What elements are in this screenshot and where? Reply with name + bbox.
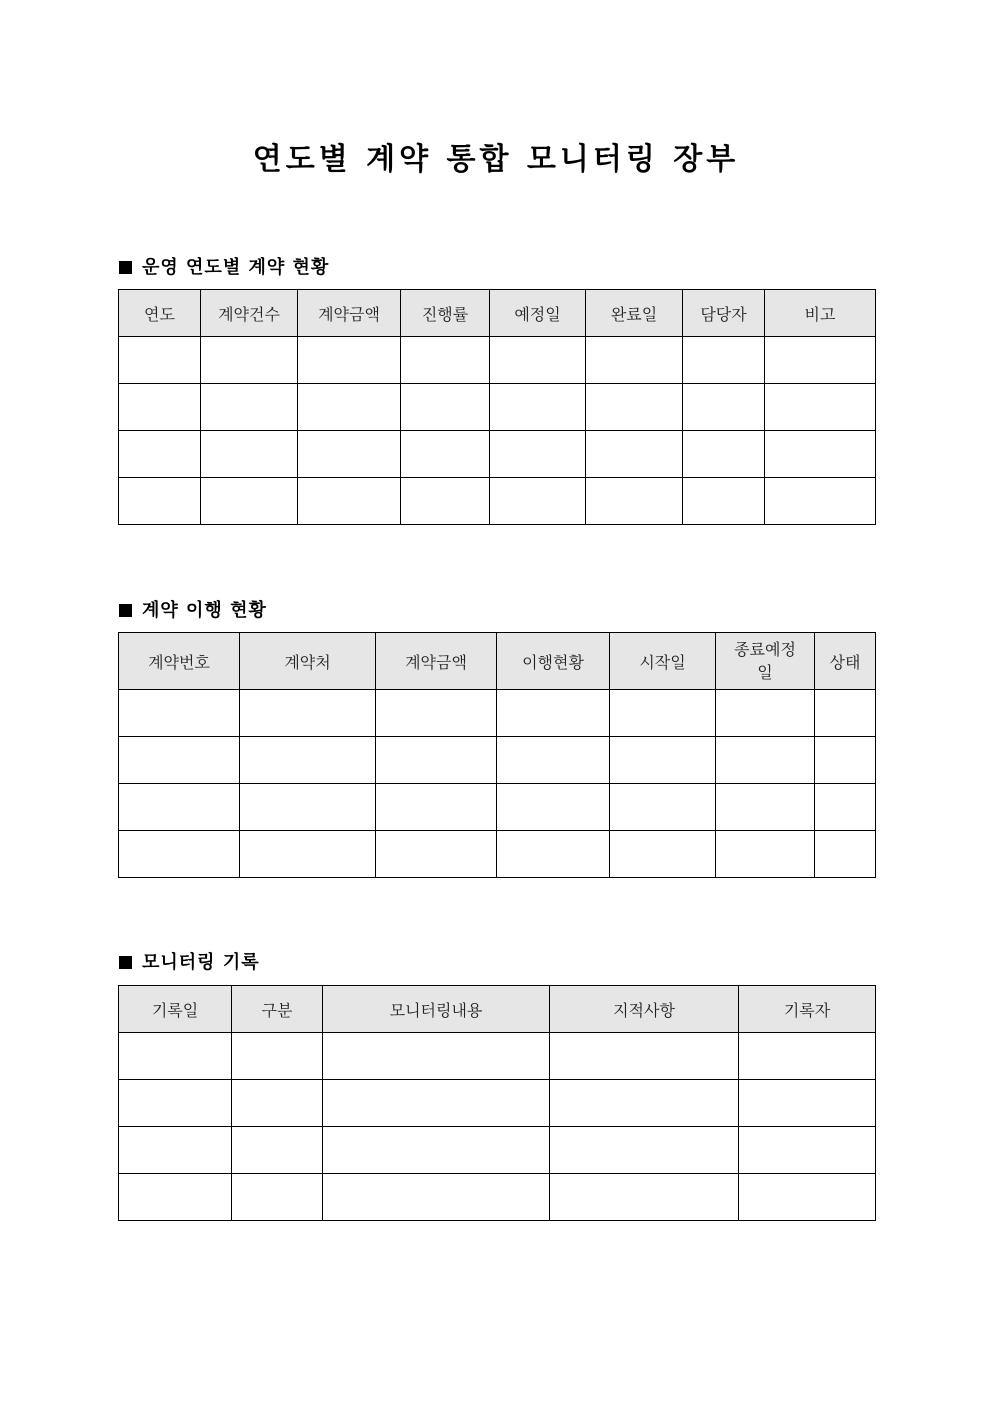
table-cell[interactable] (201, 384, 298, 431)
table-cell[interactable] (240, 831, 376, 878)
table-cell[interactable] (716, 831, 815, 878)
monitoring-record-table (118, 985, 876, 1221)
table-cell[interactable] (683, 337, 765, 384)
table-cell[interactable] (586, 337, 683, 384)
column-header: 담당자 (683, 290, 765, 337)
table-row (119, 784, 876, 831)
column-header: 계약번호 (119, 633, 240, 690)
column-header: 완료일 (586, 290, 683, 337)
table-cell[interactable] (401, 431, 490, 478)
column-header: 계약금액 (376, 633, 497, 690)
table-cell[interactable] (376, 690, 497, 737)
table-cell[interactable] (586, 478, 683, 525)
table-cell[interactable] (550, 1033, 739, 1080)
table-cell[interactable] (240, 784, 376, 831)
table-cell[interactable] (376, 737, 497, 784)
table-cell[interactable] (298, 431, 401, 478)
column-header: 예정일 (490, 290, 586, 337)
table-cell[interactable] (497, 737, 610, 784)
table-cell[interactable] (765, 384, 876, 431)
table-cell[interactable] (815, 831, 876, 878)
column-header: 시작일 (610, 633, 716, 690)
table-cell[interactable] (119, 384, 201, 431)
column-header: 연도 (119, 290, 201, 337)
column-header: 기록자 (739, 986, 876, 1033)
table-cell[interactable] (232, 1174, 323, 1221)
table-header-row (119, 290, 876, 337)
table-cell[interactable] (610, 690, 716, 737)
table-cell[interactable] (683, 431, 765, 478)
square-bullet-icon (119, 604, 132, 617)
section-heading-label: 모니터링 기록 (142, 952, 260, 973)
table-row (119, 1033, 876, 1080)
table-cell[interactable] (401, 384, 490, 431)
table-cell[interactable] (490, 337, 586, 384)
table-cell[interactable] (497, 831, 610, 878)
table-cell[interactable] (298, 478, 401, 525)
table-cell[interactable] (815, 737, 876, 784)
table-cell[interactable] (119, 478, 201, 525)
table-cell[interactable] (232, 1033, 323, 1080)
column-header: 계약금액 (298, 290, 401, 337)
table-header-row (119, 633, 876, 690)
table-cell[interactable] (119, 337, 201, 384)
square-bullet-icon (119, 261, 132, 274)
table-cell[interactable] (119, 784, 240, 831)
table-cell[interactable] (550, 1127, 739, 1174)
table-cell[interactable] (401, 478, 490, 525)
column-header: 이행현황 (497, 633, 610, 690)
yearly-contract-status-table (118, 289, 876, 525)
column-header: 상태 (815, 633, 876, 690)
section-heading (119, 948, 260, 974)
table-cell[interactable] (119, 1127, 232, 1174)
table-cell[interactable] (610, 784, 716, 831)
table-cell[interactable] (119, 1033, 232, 1080)
contract-performance-table (118, 632, 876, 878)
table-row (119, 690, 876, 737)
table-row (119, 831, 876, 878)
section-heading (119, 596, 267, 622)
table-cell[interactable] (323, 1127, 550, 1174)
table-cell[interactable] (716, 784, 815, 831)
table-cell[interactable] (119, 737, 240, 784)
table-cell[interactable] (201, 337, 298, 384)
table-cell[interactable] (739, 1174, 876, 1221)
table-cell[interactable] (765, 478, 876, 525)
table-cell[interactable] (683, 384, 765, 431)
table-cell[interactable] (323, 1080, 550, 1127)
table-cell[interactable] (376, 831, 497, 878)
table-cell[interactable] (739, 1127, 876, 1174)
table-row (119, 1127, 876, 1174)
table-cell[interactable] (815, 784, 876, 831)
table-cell[interactable] (232, 1080, 323, 1127)
table-row (119, 737, 876, 784)
table-row (119, 1174, 876, 1221)
table-cell[interactable] (232, 1127, 323, 1174)
table-cell[interactable] (550, 1080, 739, 1127)
page-title: 연도별 계약 통합 모니터링 장부 (252, 142, 740, 177)
table-cell[interactable] (490, 431, 586, 478)
table-cell[interactable] (610, 737, 716, 784)
table-cell[interactable] (765, 337, 876, 384)
table-cell[interactable] (201, 478, 298, 525)
table-cell[interactable] (683, 478, 765, 525)
table-row (119, 431, 876, 478)
table-cell[interactable] (739, 1033, 876, 1080)
table-header-row (119, 986, 876, 1033)
table-cell[interactable] (298, 384, 401, 431)
table-cell[interactable] (716, 737, 815, 784)
table-cell[interactable] (550, 1174, 739, 1221)
column-header: 계약처 (240, 633, 376, 690)
table-cell[interactable] (323, 1033, 550, 1080)
column-header: 지적사항 (550, 986, 739, 1033)
table-cell[interactable] (119, 831, 240, 878)
table-cell[interactable] (401, 337, 490, 384)
table-cell[interactable] (201, 431, 298, 478)
table-cell[interactable] (490, 478, 586, 525)
table-row (119, 1080, 876, 1127)
table-cell[interactable] (610, 831, 716, 878)
column-header: 구분 (232, 986, 323, 1033)
square-bullet-icon (119, 956, 132, 969)
table-cell[interactable] (119, 690, 240, 737)
table-cell[interactable] (490, 384, 586, 431)
table-cell[interactable] (586, 431, 683, 478)
column-header: 진행률 (401, 290, 490, 337)
table-cell[interactable] (298, 337, 401, 384)
table-row (119, 478, 876, 525)
column-header: 기록일 (119, 986, 232, 1033)
table-cell[interactable] (240, 737, 376, 784)
column-header: 모니터링내용 (323, 986, 550, 1033)
table-cell[interactable] (119, 1174, 232, 1221)
table-cell[interactable] (497, 690, 610, 737)
table-cell[interactable] (376, 784, 497, 831)
table-row (119, 384, 876, 431)
section-heading (119, 253, 329, 279)
table-cell[interactable] (119, 1080, 232, 1127)
section-heading-label: 운영 연도별 계약 현황 (142, 257, 330, 278)
table-row (119, 337, 876, 384)
column-header: 비고 (765, 290, 876, 337)
table-cell[interactable] (765, 431, 876, 478)
table-cell[interactable] (716, 690, 815, 737)
table-cell[interactable] (739, 1080, 876, 1127)
table-cell[interactable] (119, 431, 201, 478)
table-cell[interactable] (815, 690, 876, 737)
column-header: 계약건수 (201, 290, 298, 337)
section-heading-label: 계약 이행 현황 (142, 600, 267, 621)
table-cell[interactable] (323, 1174, 550, 1221)
table-cell[interactable] (497, 784, 610, 831)
table-cell[interactable] (240, 690, 376, 737)
column-header: 종료예정일 (716, 633, 815, 690)
table-cell[interactable] (586, 384, 683, 431)
